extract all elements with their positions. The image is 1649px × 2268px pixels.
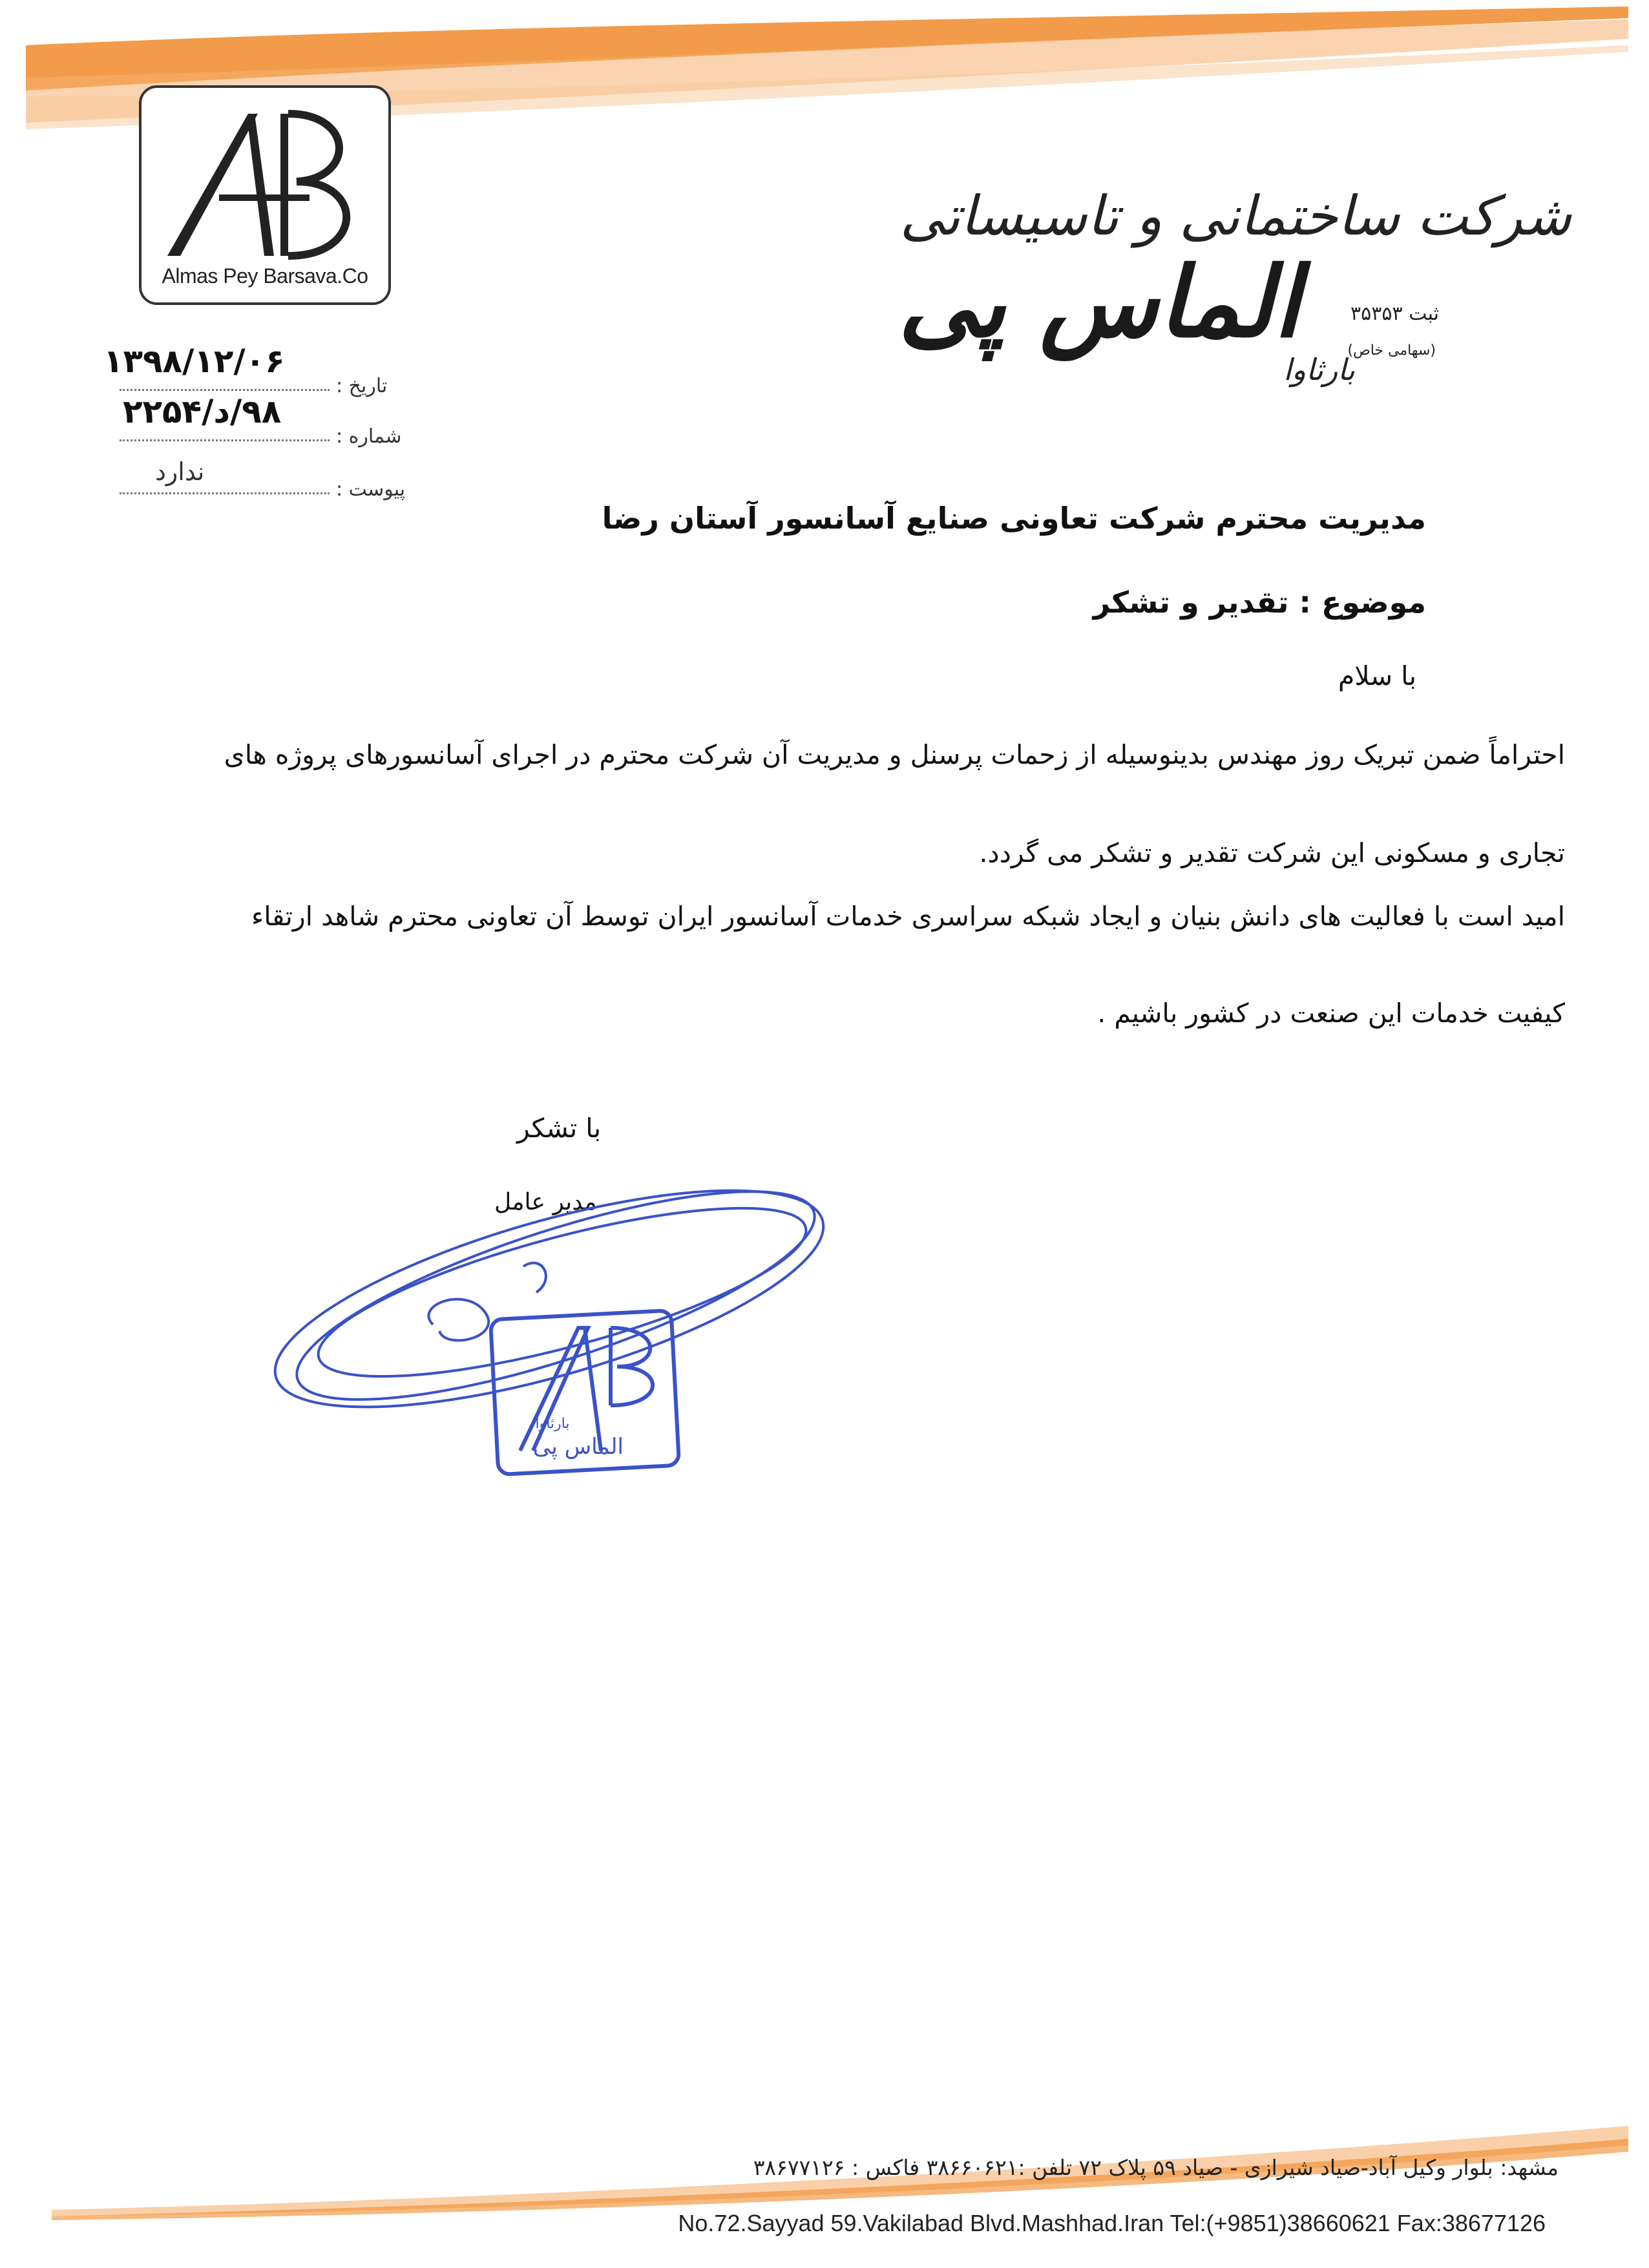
company-line: شرکت ساختمانی و تاسیساتی	[899, 184, 1571, 247]
attachment-label: پیوست :	[336, 478, 406, 501]
alb-monogram-icon	[142, 101, 388, 262]
date-value: ۱۳۹۸/۱۲/۰۶	[103, 342, 285, 380]
svg-text:الماس پی: الماس پی	[533, 1434, 624, 1460]
subject: موضوع : تقدیر و تشکر	[1093, 585, 1426, 620]
footer-orange-wave	[0, 2100, 1649, 2268]
footer-address-en: No.72.Sayyad 59.Vakilabad Blvd.Mashhad.Iran Tel:(+9851)38660621 Fax:38677126	[678, 2210, 1546, 2236]
number-dotted-line	[120, 439, 330, 441]
date-dotted-line	[120, 389, 330, 391]
signatory-title: مدیر عامل	[494, 1189, 597, 1215]
company-logo	[139, 85, 391, 305]
paragraph-1-line: تجاری و مسکونی این شرکت تقدیر و تشکر می گردد.	[979, 837, 1565, 868]
attachment-dotted-line	[120, 492, 330, 494]
number-label: شماره :	[336, 425, 402, 448]
registration-note: (سهامی خاص)	[1347, 342, 1436, 359]
closing: با تشکر	[517, 1113, 602, 1144]
recipient: مدیریت محترم شرکت تعاونی صنایع آسانسور آستان رضا	[602, 501, 1426, 536]
svg-text:بارثاوا: بارثاوا	[535, 1416, 570, 1432]
number-value: ۹۸/د/۲۲۵۴	[123, 393, 282, 430]
footer-address-fa: مشهد: بلوار وکیل آباد-صیاد شیرازی - صیاد ۵۹ پلاک ۷۲ تلفن :۳۸۶۶۰۶۲۱ فاکس : ۳۸۶۷۷۱۲۶	[753, 2155, 1559, 2180]
paragraph-2-line: کیفیت خدمات این صنعت در کشور باشیم .	[1097, 998, 1565, 1029]
company-sub: بارثاوا	[1283, 352, 1355, 387]
registration-number: ثبت ۳۵۳۵۳	[1350, 302, 1439, 325]
logo-caption: Almas Pey Barsava.Co	[162, 264, 368, 288]
company-stamp	[481, 1302, 688, 1483]
paragraph-2-line: امید است با فعالیت های دانش بنیان و ایجاد شبکه سراسری خدمات آسانسور ایران توسط آن تعاونی محترم شاهد ارتقاء	[251, 901, 1565, 932]
salutation: با سلام	[1338, 660, 1416, 691]
attachment-value: ندارد	[155, 457, 205, 486]
paragraph-1-line: احتراماً ضمن تبریک روز مهندس بدینوسیله از زحمات پرسنل و مدیریت آن شرکت محترم در اجرای آسانسورهای پروژه های	[224, 739, 1565, 770]
date-label: تاریخ :	[336, 375, 388, 397]
company-brand: الماس پی	[898, 246, 1300, 359]
